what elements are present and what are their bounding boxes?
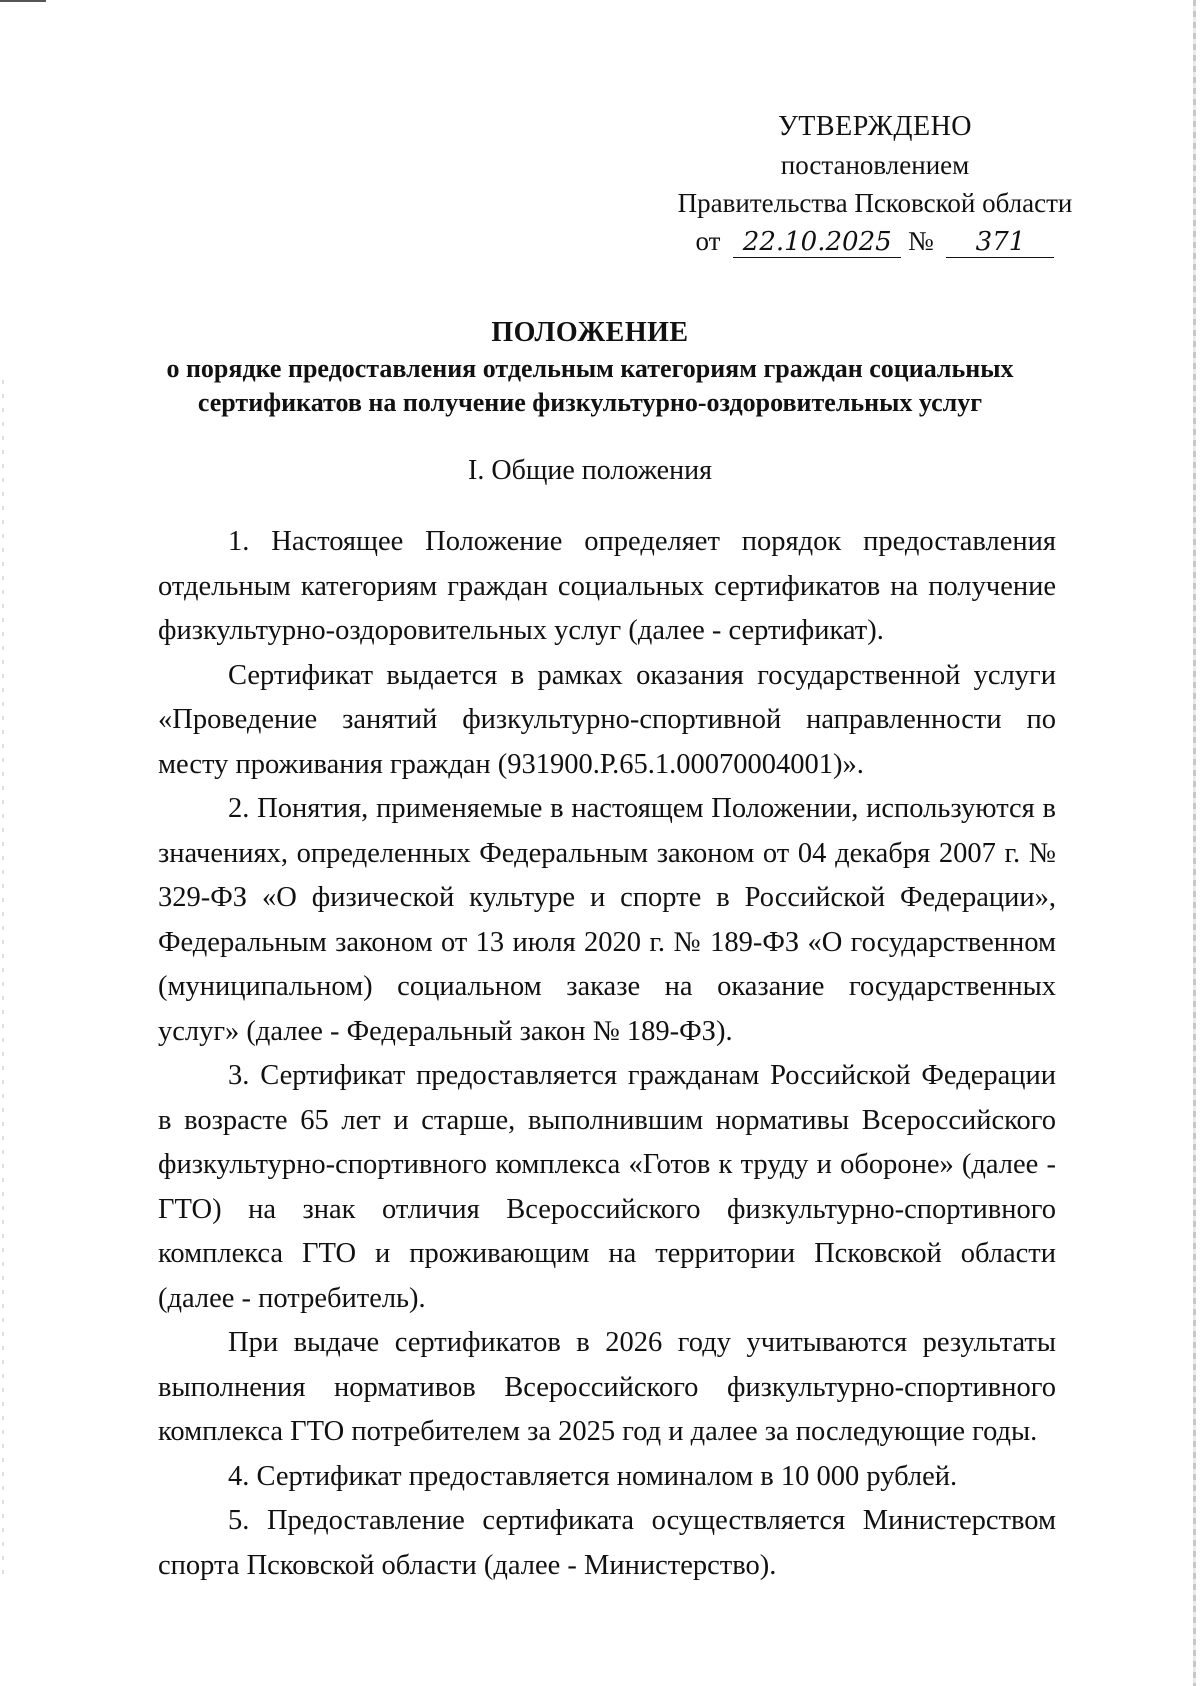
document-subtitle: о порядке предоставления отдельным категориям граждан социальных сертификатов на получение физкультурно-оздоровительных услуг: [166, 354, 1014, 417]
approval-date-line: [696, 222, 1055, 260]
paragraph-2: 2. Понятия, применяемые в настоящем Положении, используются в значениях, определенных Федеральным законом от 04 декабря 2007 г. № 329-ФЗ «О физической культуре и спорте в Российской Федерации», Федеральным законом от 13 июля 2020 г. № 189-ФЗ «О государственном (муниципальном) социальном заказе на оказание государственных услуг» (далее - Федеральный закон № 189-ФЗ).: [158, 793, 1056, 1047]
paragraph-5: 5. Предоставление сертификата осуществляется Министерством спорта Псковской области (далее - Министерство).: [158, 1505, 1056, 1581]
approval-block: [640, 108, 1110, 260]
paragraph-1-continued: Сертификат выдается в рамках оказания государственной услуги «Проведение занятий физкультурно-спортивной направленности по месту проживания граждан (931900.Р.65.1.00070004001)».: [158, 659, 1056, 780]
paragraph-3: 3. Сертификат предоставляется гражданам Российской Федерации в возрасте 65 лет и старше, выполнившим нормативы Всероссийского физкультурно-спортивного комплекса «Готов к труду и обороне» (далее - ГТО) на знак отличия Всероссийского физкультурно-спортивного комплекса ГТО и проживающим на территории Псковской области (далее - потребитель).: [158, 1060, 1056, 1314]
scan-artifact-left-edge: [2, 380, 4, 1580]
document-title: ПОЛОЖЕНИЕ: [491, 317, 689, 348]
number-prefix: №: [907, 226, 934, 256]
handwritten-date: 22.10.2025: [733, 227, 901, 258]
document-body: [158, 520, 1056, 1588]
handwritten-number: 371: [946, 227, 1054, 258]
scan-artifact-top: [0, 0, 46, 2]
document-title-block: [120, 314, 1060, 420]
approval-resolution-line: постановлением: [780, 150, 970, 180]
approval-heading: УТВЕРЖДЕНО: [777, 111, 973, 142]
paragraph-3-continued: При выдаче сертификатов в 2026 году учитываются результаты выполнения нормативов Всероссийского физкультурно-спортивного комплекса ГТО потребителем за 2025 год и далее за последующие годы.: [158, 1327, 1056, 1447]
section-heading: I. Общие положения: [468, 455, 712, 486]
date-prefix: от: [695, 226, 721, 256]
approval-authority-line: Правительства Псковской области: [677, 188, 1073, 218]
paragraph-4: 4. Сертификат предоставляется номиналом в 10 000 рублей.: [228, 1460, 958, 1492]
scan-artifact-right-edge: [1193, 0, 1196, 1686]
paragraph-1: 1. Настоящее Положение определяет порядок предоставления отдельным категориям граждан социальных сертификатов на получение физкультурно-оздоровительных услуг (далее - сертификат).: [158, 526, 1056, 646]
